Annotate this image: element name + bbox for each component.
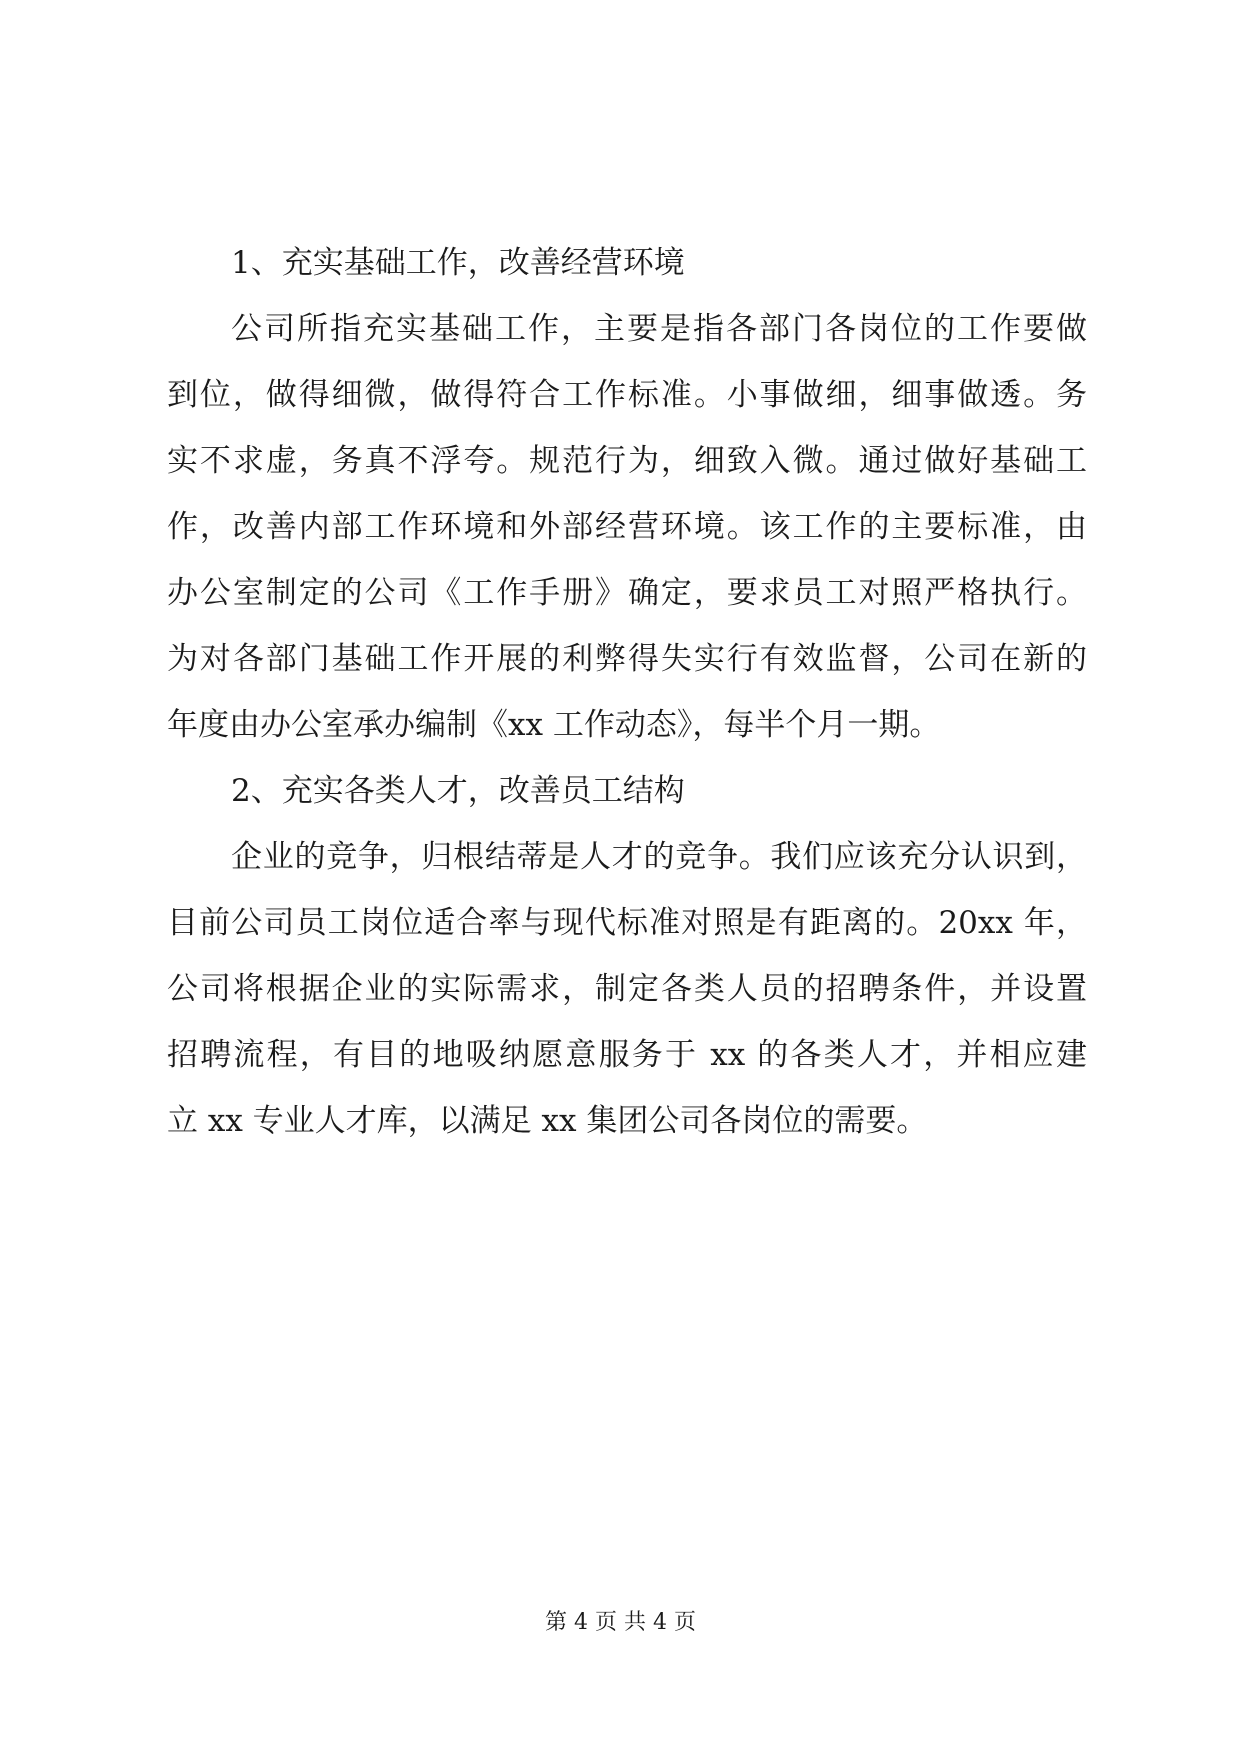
- paragraph-2-line-2: 目前公司员工岗位适合率与现代标准对照是有距离的。20xx 年，: [167, 905, 1087, 941]
- paragraph-2-line-5: 立 xx 专业人才库，以满足 xx 集团公司各岗位的需要。: [167, 1103, 928, 1139]
- paragraph-1-line-1: 公司所指充实基础工作，主要是指各部门各岗位的工作要做: [231, 311, 1087, 347]
- paragraph-1-line-3: 实不求虚，务真不浮夸。规范行为，细致入微。通过做好基础工: [167, 443, 1087, 479]
- section-heading-1: 1、充实基础工作，改善经营环境: [231, 245, 685, 281]
- section-heading-2: 2、充实各类人才，改善员工结构: [231, 773, 685, 809]
- paragraph-2-line-4: 招聘流程，有目的地吸纳愿意服务于 xx 的各类人才，并相应建: [167, 1037, 1087, 1073]
- paragraph-1-line-7: 年度由办公室承办编制《xx 工作动态》，每半个月一期。: [167, 707, 941, 743]
- paragraph-1-line-4: 作，改善内部工作环境和外部经营环境。该工作的主要标准，由: [167, 509, 1087, 545]
- paragraph-1-line-5: 办公室制定的公司《工作手册》确定，要求员工对照严格执行。: [167, 575, 1087, 611]
- paragraph-1-line-6: 为对各部门基础工作开展的利弊得失实行有效监督，公司在新的: [167, 641, 1087, 677]
- page-number-footer: 第 4 页 共 4 页: [545, 1610, 696, 1635]
- paragraph-1-line-2: 到位，做得细微，做得符合工作标准。小事做细，细事做透。务: [167, 377, 1087, 413]
- paragraph-2-line-1: 企业的竞争，归根结蒂是人才的竞争。我们应该充分认识到，: [231, 839, 1087, 875]
- paragraph-2-line-3: 公司将根据企业的实际需求，制定各类人员的招聘条件，并设置: [167, 971, 1087, 1007]
- document-body: [167, 230, 1087, 1154]
